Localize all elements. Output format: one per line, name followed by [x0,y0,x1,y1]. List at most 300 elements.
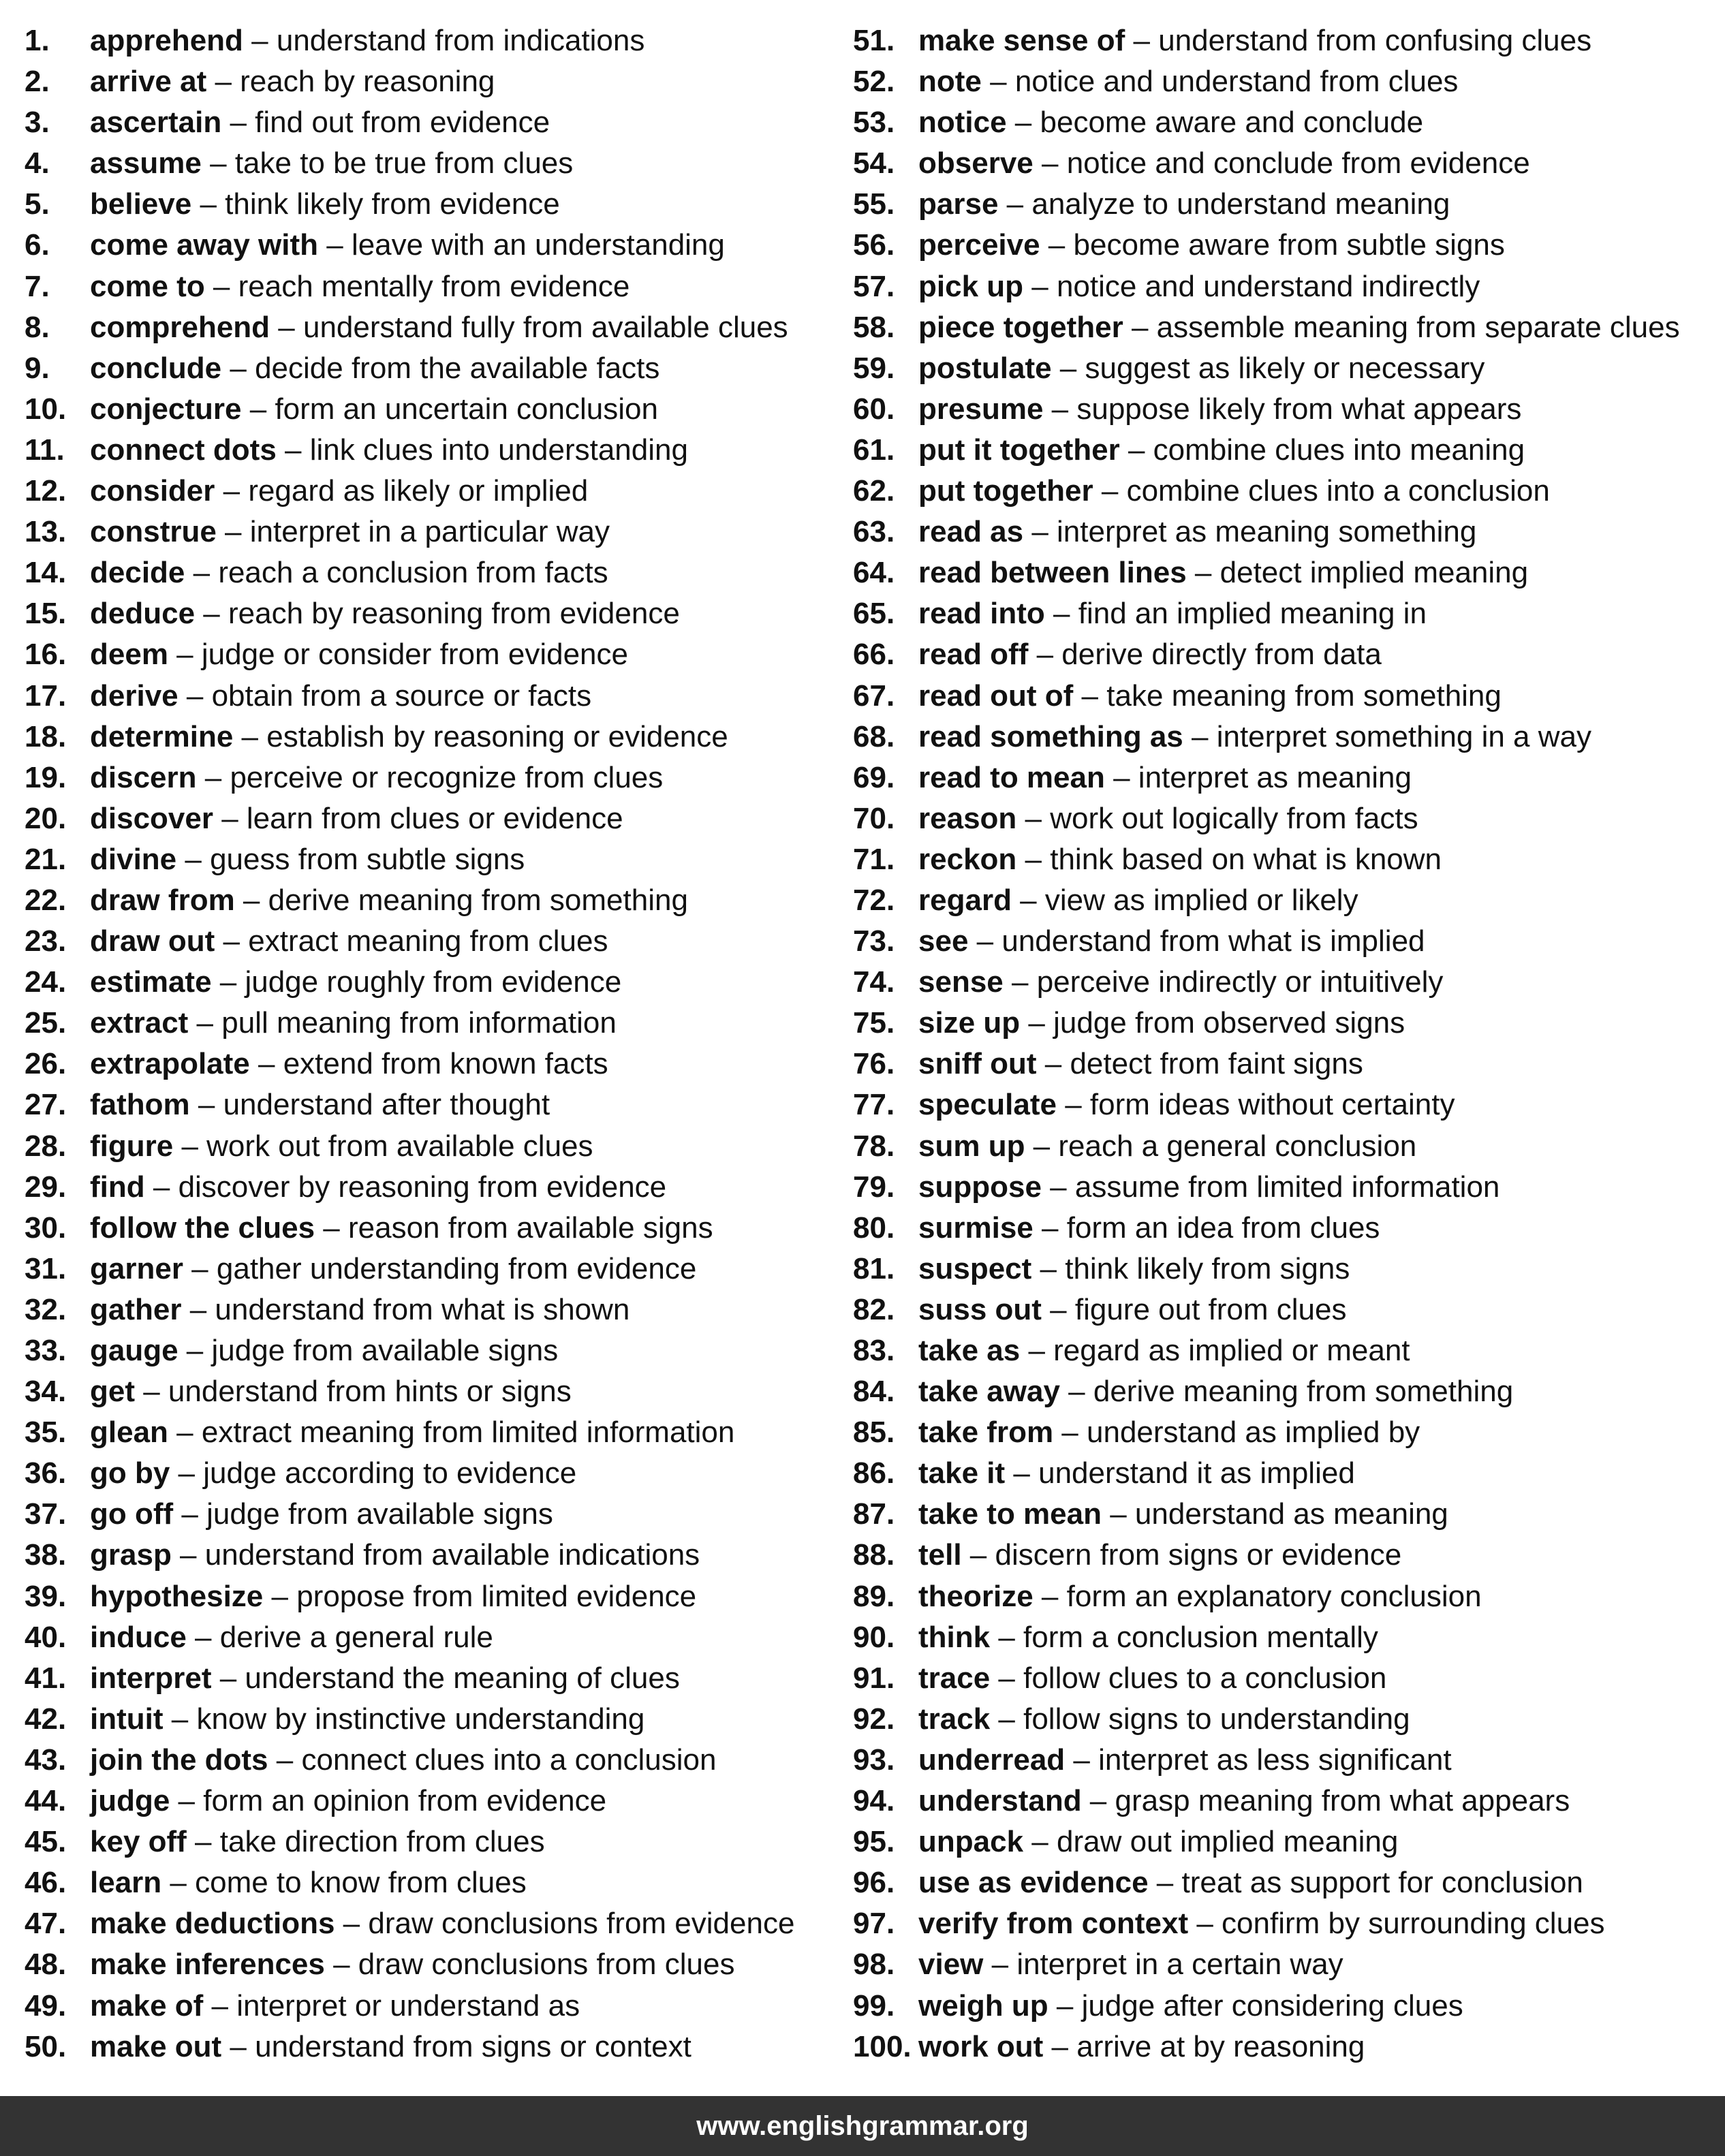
item-term: observe [918,146,1034,181]
item-term: suss out [918,1292,1042,1326]
item-number: 99. [853,1988,895,2022]
list-item [25,389,828,430]
list-item [853,1453,1718,1494]
item-term: come to [90,269,205,303]
item-term: key off [90,1825,187,1859]
item-definition: leave with an understanding [351,228,725,262]
item-definition: discover by reasoning from evidence [178,1170,667,1204]
item-term: go by [90,1456,170,1490]
item-term: gather [90,1292,182,1326]
item-number: 50. [25,2029,67,2063]
item-number: 11. [25,433,65,467]
item-separator: – [243,24,277,57]
list-item [853,1249,1718,1290]
item-separator: – [1101,1497,1135,1531]
item-term: take as [918,1334,1021,1367]
item-separator: – [1119,433,1153,467]
item-term: estimate [90,965,212,999]
item-definition: come to know from clues [195,1866,527,1900]
item-number: 27. [25,1088,67,1122]
item-number: 68. [853,719,895,753]
item-term: hypothesize [90,1579,264,1613]
list-item [853,1658,1718,1699]
list-item [853,20,1718,61]
list-item [25,1330,828,1371]
item-number: 63. [853,515,895,549]
item-separator: – [249,1047,283,1081]
item-separator: – [1041,1170,1075,1204]
item-number: 59. [853,351,895,385]
list-item [25,1862,828,1903]
list-item [853,1208,1718,1249]
item-definition: pull meaning from information [221,1006,617,1040]
item-term: piece together [918,310,1123,344]
list-item [853,389,1718,430]
list-item [853,634,1718,675]
item-term: note [918,65,982,99]
item-separator: – [1056,1088,1090,1122]
item-term: divine [90,842,177,876]
item-definition: understand it as implied [1038,1456,1355,1490]
item-definition: judge or consider from evidence [201,638,628,672]
list-item [25,102,828,143]
item-separator: – [221,2029,255,2063]
item-term: glean [90,1416,168,1450]
item-term: make sense of [918,24,1125,57]
item-definition: follow clues to a conclusion [1023,1661,1387,1695]
item-number: 69. [853,760,895,794]
item-definition: draw out implied meaning [1056,1825,1399,1859]
item-separator: – [335,1907,369,1941]
item-number: 76. [853,1047,895,1081]
item-definition: judge from available signs [206,1497,553,1531]
item-separator: – [215,924,249,958]
item-separator: – [173,1497,207,1531]
item-number: 25. [25,1006,67,1040]
item-number: 43. [25,1743,67,1777]
item-separator: – [1036,1047,1070,1081]
item-number: 75. [853,1006,895,1040]
item-number: 2. [25,65,50,99]
item-separator: – [1183,719,1217,753]
item-number: 74. [853,965,895,999]
item-definition: interpret or understand as [236,1988,580,2022]
item-term: read between lines [918,556,1187,590]
item-number: 12. [25,474,67,508]
item-number: 48. [25,1948,67,1982]
item-term: figure [90,1129,174,1163]
item-number: 86. [853,1456,895,1490]
item-number: 24. [25,965,67,999]
item-number: 45. [25,1825,67,1859]
item-number: 96. [853,1866,895,1900]
item-number: 1. [25,24,50,57]
item-term: read out of [918,678,1074,713]
item-term: read into [918,597,1045,631]
item-definition: suggest as likely or necessary [1085,351,1485,385]
item-term: suppose [918,1170,1042,1204]
item-term: parse [918,187,999,221]
item-definition: perceive or recognize from clues [230,760,664,794]
item-separator: – [1186,556,1220,590]
list-item [25,1453,828,1494]
item-number: 32. [25,1292,67,1326]
item-number: 94. [853,1784,895,1818]
item-number: 57. [853,269,895,303]
item-number: 71. [853,842,895,876]
item-number: 66. [853,638,895,672]
item-separator: – [318,228,352,262]
item-separator: – [211,965,245,999]
item-number: 15. [25,597,67,631]
list-item [25,1494,828,1535]
item-definition: interpret in a particular way [249,515,610,549]
item-definition: think likely from signs [1065,1251,1350,1285]
item-term: construe [90,515,217,549]
item-term: presume [918,392,1044,426]
item-definition: combine clues into meaning [1153,433,1525,467]
item-number: 36. [25,1456,67,1490]
item-separator: – [1005,1456,1039,1490]
item-definition: form an explanatory conclusion [1066,1579,1482,1613]
item-term: track [918,1702,991,1736]
item-separator: – [215,474,249,508]
item-separator: – [1059,1375,1093,1409]
item-term: get [90,1375,135,1409]
item-separator: – [216,515,250,549]
item-separator: – [183,1251,217,1285]
item-separator: – [981,65,1015,99]
list-item [853,1986,1718,2027]
list-item [25,880,828,921]
item-term: follow the clues [90,1210,315,1245]
item-number: 21. [25,842,67,876]
item-separator: – [189,1088,223,1122]
item-separator: – [1033,146,1067,181]
item-term: gauge [90,1334,178,1367]
item-number: 53. [853,106,895,140]
list-item [25,1084,828,1125]
list-item [853,225,1718,266]
item-number: 87. [853,1497,895,1531]
item-term: derive [90,678,178,713]
item-definition: arrive at by reasoning [1076,2029,1365,2063]
list-item [853,1494,1718,1535]
item-definition: interpret as less significant [1098,1743,1452,1777]
item-number: 3. [25,106,50,140]
list-item [853,717,1718,757]
list-item [853,348,1718,389]
item-definition: form ideas without certainty [1089,1088,1455,1122]
item-number: 95. [853,1825,895,1859]
list-item [853,1699,1718,1740]
list-item [25,1699,828,1740]
item-definition: reach mentally from evidence [238,269,630,303]
list-item [25,20,828,61]
item-separator: – [263,1579,297,1613]
item-definition: understand fully from available clues [302,310,788,344]
item-definition: grasp meaning from what appears [1115,1784,1570,1818]
item-definition: analyze to understand meaning [1031,187,1450,221]
list-item [853,1617,1718,1658]
list-item [25,552,828,593]
item-separator: – [203,1988,237,2022]
list-item [25,1290,828,1330]
item-definition: combine clues into a conclusion [1126,474,1550,508]
item-separator: – [201,146,235,181]
item-definition: think likely from evidence [225,187,560,221]
item-number: 18. [25,719,67,753]
item-definition: extract meaning from clues [248,924,608,958]
item-term: consider [90,474,215,508]
list-item [853,184,1718,225]
item-number: 60. [853,392,895,426]
list-item [853,1903,1718,1944]
item-term: intuit [90,1702,164,1736]
item-separator: – [276,433,310,467]
item-term: trace [918,1661,991,1695]
item-separator: – [1031,1251,1066,1285]
item-separator: – [1104,760,1138,794]
item-separator: – [315,1210,348,1245]
item-number: 47. [25,1907,67,1941]
item-term: suspect [918,1251,1032,1285]
item-term: extract [90,1006,189,1040]
list-item [25,143,828,184]
item-term: grasp [90,1538,172,1572]
item-separator: – [213,801,247,835]
item-number: 26. [25,1047,67,1081]
item-number: 83. [853,1334,895,1367]
item-number: 31. [25,1251,67,1285]
item-number: 44. [25,1784,67,1818]
item-definition: follow signs to understanding [1023,1702,1410,1736]
item-separator: – [178,1334,212,1367]
item-number: 51. [853,24,895,57]
item-number: 52. [853,65,895,99]
item-term: determine [90,719,234,753]
item-number: 79. [853,1170,895,1204]
list-item [25,1249,828,1290]
item-definition: work out from available clues [206,1129,593,1163]
list-item [25,307,828,348]
item-term: notice [918,106,1007,140]
item-term: extrapolate [90,1047,250,1081]
list-item [25,634,828,675]
item-separator: – [1041,1292,1075,1326]
item-separator: – [1043,392,1077,426]
item-definition: detect implied meaning [1219,556,1529,590]
item-term: ascertain [90,106,222,140]
item-definition: reach a conclusion from facts [218,556,608,590]
item-definition: reach by reasoning from evidence [228,597,680,631]
list-item [25,1044,828,1084]
list-item [25,1576,828,1617]
item-definition: link clues into understanding [309,433,688,467]
item-number: 49. [25,1988,67,2022]
item-number: 64. [853,556,895,590]
list-item [25,1167,828,1208]
list-item [25,348,828,389]
item-definition: form a conclusion mentally [1023,1620,1378,1654]
list-item [25,839,828,880]
item-definition: guess from subtle signs [210,842,525,876]
list-item [853,430,1718,471]
item-separator: – [181,1292,215,1326]
item-term: theorize [918,1579,1034,1613]
list-item [25,512,828,552]
item-definition: take meaning from something [1106,678,1502,713]
item-definition: figure out from clues [1074,1292,1347,1326]
item-separator: – [998,187,1032,221]
list-item [25,1208,828,1249]
item-number: 90. [853,1620,895,1654]
list-item [25,430,828,471]
item-number: 73. [853,924,895,958]
item-term: pick up [918,269,1024,303]
item-definition: understand from signs or context [255,2029,691,2063]
item-definition: extract meaning from limited information [201,1416,735,1450]
item-separator: – [990,1702,1024,1736]
item-term: verify from context [918,1907,1189,1941]
item-definition: view as implied or likely [1044,883,1358,917]
item-number: 54. [853,146,895,181]
item-separator: – [968,924,1002,958]
item-separator: – [1020,1006,1054,1040]
item-term: believe [90,187,192,221]
list-item [853,1862,1718,1903]
item-separator: – [1016,801,1051,835]
list-item [25,1003,828,1044]
item-separator: – [1025,1129,1059,1163]
list-item [853,61,1718,102]
item-term: speculate [918,1088,1057,1122]
item-separator: – [1051,351,1085,385]
item-separator: – [1065,1743,1099,1777]
item-term: take away [918,1375,1060,1409]
item-definition: derive directly from data [1061,638,1382,672]
list-item [25,1740,828,1781]
list-item [25,757,828,798]
list-item [25,593,828,634]
item-separator: – [1188,1907,1222,1941]
item-term: deduce [90,597,196,631]
item-definition: judge according to evidence [203,1456,577,1490]
footer-bar [0,2096,1725,2156]
item-number: 41. [25,1661,67,1695]
item-separator: – [178,678,212,713]
list-item [853,1003,1718,1044]
item-separator: – [1006,106,1040,140]
list-item [25,184,828,225]
item-term: put it together [918,433,1120,467]
item-number: 29. [25,1170,67,1204]
item-separator: – [1011,883,1045,917]
item-number: 5. [25,187,50,221]
item-separator: – [234,883,268,917]
item-number: 62. [853,474,895,508]
item-separator: – [188,1006,222,1040]
item-term: view [918,1948,984,1982]
list-item [25,1944,828,1985]
item-definition: interpret as meaning something [1057,515,1477,549]
item-separator: – [233,719,267,753]
item-number: 37. [25,1497,67,1531]
list-item [25,1412,828,1453]
item-number: 84. [853,1375,895,1409]
item-definition: reason from available signs [347,1210,713,1245]
item-definition: draw conclusions from evidence [368,1907,795,1941]
item-separator: – [268,1743,302,1777]
item-term: interpret [90,1661,212,1695]
item-separator: – [1023,269,1057,303]
item-definition: judge from observed signs [1053,1006,1405,1040]
item-definition: gather understanding from evidence [216,1251,697,1285]
footer-url[interactable]: www.englishgrammar.org [696,2110,1029,2141]
list-item [25,1126,828,1167]
item-term: work out [918,2029,1044,2063]
item-number: 13. [25,515,67,549]
item-definition: obtain from a source or facts [211,678,592,713]
item-term: comprehend [90,310,270,344]
item-separator: – [1048,1988,1082,2022]
item-definition: understand as meaning [1134,1497,1448,1531]
list-item [25,1371,828,1412]
list-item [853,676,1718,717]
item-term: take it [918,1456,1006,1490]
list-item [853,1576,1718,1617]
list-item [853,266,1718,307]
item-term: size up [918,1006,1021,1040]
list-item [853,1044,1718,1084]
item-number: 61. [853,433,895,467]
item-number: 55. [853,187,895,221]
item-separator: – [185,556,219,590]
item-separator: – [206,65,240,99]
item-term: make of [90,1988,204,2022]
item-definition: draw conclusions from clues [358,1948,735,1982]
item-separator: – [1023,1825,1057,1859]
item-term: surmise [918,1210,1034,1245]
item-number: 39. [25,1579,67,1613]
item-definition: derive meaning from something [268,883,688,917]
list-item [853,880,1718,921]
item-number: 42. [25,1702,67,1736]
item-definition: assume from limited information [1074,1170,1500,1204]
item-term: regard [918,883,1012,917]
list-item [25,1986,828,2027]
list-item [853,1944,1718,1985]
item-number: 20. [25,801,67,835]
item-definition: understand from what is implied [1001,924,1425,958]
item-term: weigh up [918,1988,1048,2022]
item-number: 28. [25,1129,67,1163]
item-separator: – [990,1620,1024,1654]
item-definition: discern from signs or evidence [995,1538,1402,1572]
item-number: 89. [853,1579,895,1613]
item-definition: notice and understand indirectly [1056,269,1480,303]
item-number: 70. [853,801,895,835]
item-separator: – [1081,1784,1115,1818]
item-definition: form an idea from clues [1066,1210,1380,1245]
item-term: sniff out [918,1047,1037,1081]
list-item [25,921,828,962]
list-item [853,471,1718,512]
list-item [25,1617,828,1658]
list-item [25,2027,828,2067]
list-item [853,552,1718,593]
item-term: decide [90,556,185,590]
